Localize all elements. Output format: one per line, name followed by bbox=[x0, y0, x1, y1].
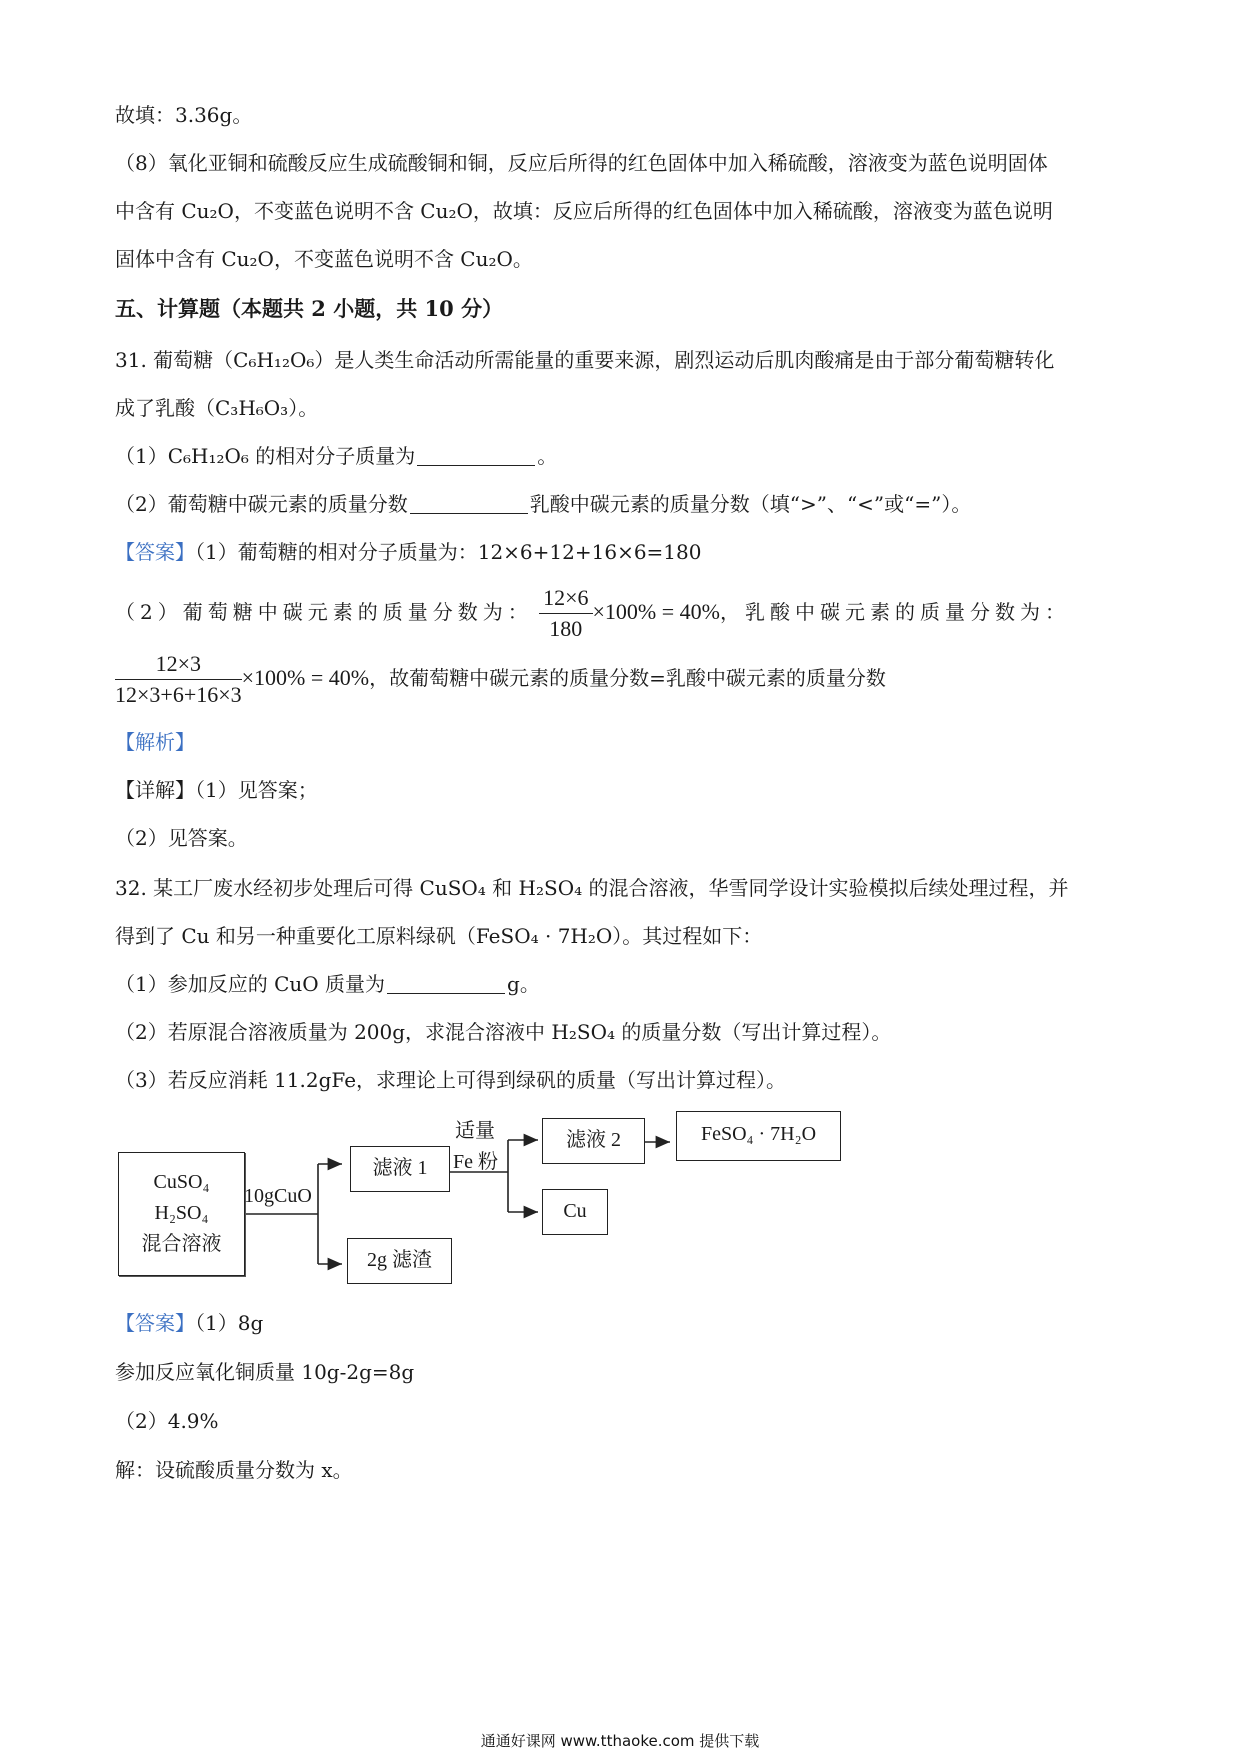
fraction-numerator: 12×6 bbox=[539, 583, 592, 614]
start-solution-box bbox=[118, 1152, 245, 1276]
residue-box: 2g 滤渣 bbox=[347, 1238, 452, 1284]
question-32-line: 32. 某工厂废水经初步处理后可得 CuSO₄ 和 H₂SO₄ 的混合溶液，华雪同学设计实验模拟后续处理过程，并 bbox=[115, 876, 1069, 900]
question-32-part2: （2）若原混合溶液质量为 200g，求混合溶液中 H₂SO₄ 的质量分数（写出计算过程）。 bbox=[115, 1020, 892, 1044]
fraction-numerator: 12×3 bbox=[115, 649, 242, 680]
formula-text: ×100% = 40% bbox=[241, 665, 370, 690]
question-text: 乳酸中碳元素的质量分数（填“>”、“<”或“=”）。 bbox=[529, 492, 972, 516]
start-label: 混合溶液 bbox=[141, 1233, 222, 1255]
reagent-fe-label: Fe 粉 bbox=[453, 1151, 498, 1173]
question-32-line: 得到了 Cu 和另一种重要化工原料绿矾（FeSO₄ · 7H₂O）。其过程如下： bbox=[115, 924, 763, 948]
question-text: g。 bbox=[507, 972, 540, 996]
fraction-denominator: 180 bbox=[549, 616, 583, 641]
answer-tag: 【答案】 bbox=[115, 540, 195, 564]
detail-line: （2）见答案。 bbox=[115, 826, 248, 850]
copper-box: Cu bbox=[542, 1189, 608, 1235]
answer-32-calc: 参加反应氧化铜质量 10g-2g=8g bbox=[115, 1360, 415, 1384]
paragraph-line: 中含有 Cu₂O，不变蓝色说明不含 Cu₂O，故填：反应后所得的红色固体中加入稀硫酸，溶液变为蓝色说明 bbox=[115, 199, 1053, 223]
answer-text: （1）葡萄糖的相对分子质量为：12×6+12+16×6=180 bbox=[195, 540, 702, 564]
analysis-tag: 【解析】 bbox=[115, 730, 195, 754]
product-box: FeSO₄ · 7H₂O bbox=[676, 1111, 841, 1161]
question-31-line: 成了乳酸（C₃H₆O₃）。 bbox=[115, 396, 319, 420]
answer-text: （2）葡萄糖中碳元素的质量分数为： bbox=[115, 600, 533, 624]
question-text: （1）参加反应的 CuO 质量为 bbox=[115, 972, 386, 996]
paragraph-line: （8）氧化亚铜和硫酸反应生成硫酸铜和铜，反应后所得的红色固体中加入稀硫酸，溶液变为蓝色说明固体 bbox=[115, 151, 1048, 175]
question-text: （1）C₆H₁₂O₆ 的相对分子质量为 bbox=[115, 444, 416, 468]
answer-text: （1）8g bbox=[195, 1311, 264, 1335]
paragraph-line: 固体中含有 Cu₂O，不变蓝色说明不含 Cu₂O。 bbox=[115, 247, 533, 271]
answer-line: 故填：3.36g。 bbox=[115, 103, 253, 127]
answer-text: ，故葡萄糖中碳元素的质量分数=乳酸中碳元素的质量分数 bbox=[369, 666, 886, 690]
question-text: （2）葡萄糖中碳元素的质量分数 bbox=[115, 492, 408, 516]
start-label: CuSO₄ bbox=[153, 1171, 210, 1193]
reagent-cuo-label: 10gCuO bbox=[244, 1185, 312, 1207]
question-31-line: 31. 葡萄糖（C₆H₁₂O₆）是人类生命活动所需能量的重要来源，剧烈运动后肌肉酸痛是由于部分葡萄糖转化 bbox=[115, 348, 1055, 372]
question-32-part3: （3）若反应消耗 11.2gFe，求理论上可得到绿矾的质量（写出计算过程）。 bbox=[115, 1068, 787, 1092]
question-text: 。 bbox=[537, 444, 558, 468]
answer-32-part1 bbox=[115, 1308, 263, 1338]
start-label: H₂SO₄ bbox=[154, 1202, 209, 1224]
detail-line: 【详解】（1）见答案； bbox=[115, 778, 318, 802]
fraction-denominator: 12×3+6+16×3 bbox=[115, 682, 242, 707]
page-footer: 通通好课网 www.tthaoke.com 提供下载 bbox=[480, 1732, 760, 1750]
filtrate-1-box: 滤液 1 bbox=[350, 1146, 450, 1192]
answer-text: ，乳酸中碳元素的质量分数为： bbox=[719, 600, 1070, 624]
filtrate-2-box: 滤液 2 bbox=[542, 1118, 645, 1164]
reagent-fe-label: 适量 bbox=[455, 1120, 495, 1142]
answer-32-part2: （2）4.9% bbox=[115, 1409, 219, 1433]
section-heading: 五、计算题（本题共 2 小题，共 10 分） bbox=[115, 296, 504, 321]
solution-line: 解：设硫酸质量分数为 x。 bbox=[115, 1458, 353, 1482]
answer-tag: 【答案】 bbox=[115, 1311, 195, 1335]
formula-text: ×100% = 40% bbox=[592, 599, 720, 624]
